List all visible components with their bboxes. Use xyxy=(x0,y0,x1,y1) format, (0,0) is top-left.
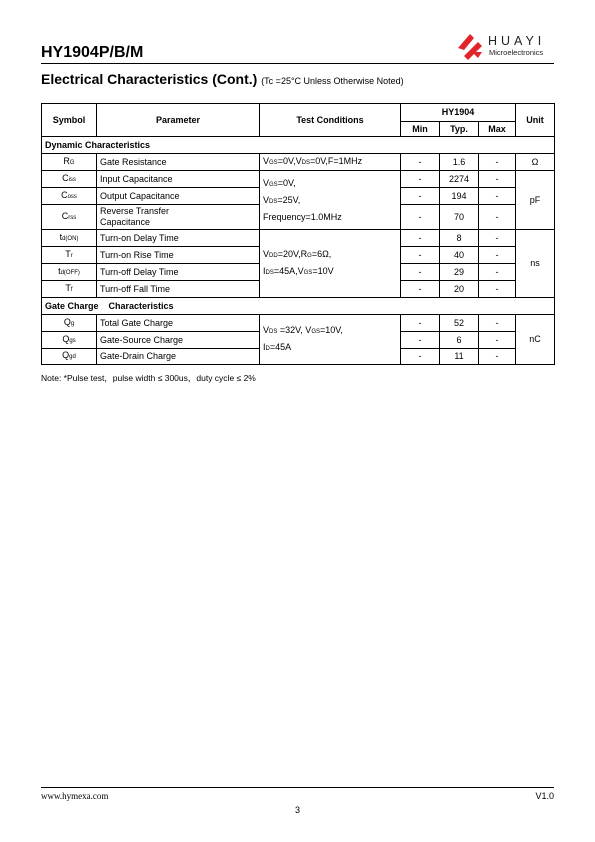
typ-cell: 8 xyxy=(440,230,479,247)
max-cell: - xyxy=(479,315,516,332)
symbol-cell: Qg xyxy=(42,315,97,332)
capacitance-condition-cell: VGS=0V, VDS=25V, Frequency=1.0MHz xyxy=(260,171,401,230)
parameter-cell: Input Capacitance xyxy=(97,171,260,188)
unit-cell: Ω xyxy=(516,154,555,171)
switching-unit-cell: ns xyxy=(516,230,555,298)
section-title-text: Electrical Characteristics (Cont.) xyxy=(41,71,258,87)
min-cell: - xyxy=(401,315,440,332)
header-test-conditions: Test Conditions xyxy=(260,104,401,137)
max-cell: - xyxy=(479,188,516,205)
typ-cell: 20 xyxy=(440,281,479,298)
header-device: HY1904 xyxy=(401,104,516,122)
page-number: 3 xyxy=(294,805,300,815)
parameter-cell: Turn-off Fall Time xyxy=(97,281,260,298)
min-cell: - xyxy=(401,205,440,230)
max-cell: - xyxy=(479,349,516,365)
symbol-cell: Qgd xyxy=(42,349,97,365)
table-row-tdon xyxy=(42,230,555,247)
parameter-cell: Gate-Drain Charge xyxy=(97,349,260,365)
min-cell: - xyxy=(401,230,440,247)
max-cell: - xyxy=(479,332,516,349)
min-cell: - xyxy=(401,281,440,298)
parameter-cell: Gate-Source Charge xyxy=(97,332,260,349)
condition-cell: VGS=0V,VDS=0V,F=1MHz xyxy=(260,154,401,171)
symbol-cell: td(ON) xyxy=(42,230,97,247)
huayi-logo xyxy=(456,32,556,62)
parameter-cell: Output Capacitance xyxy=(97,188,260,205)
header-typ: Typ. xyxy=(440,122,479,137)
section-title xyxy=(41,71,404,87)
footer-rule xyxy=(41,787,554,788)
header-unit: Unit xyxy=(516,104,555,137)
gate-charge-condition-cell: VDS =32V, VGS=10V, ID=45A xyxy=(260,315,401,365)
footer-version: V1.0 xyxy=(535,791,554,801)
symbol-cell: Tr xyxy=(42,247,97,264)
header-symbol: Symbol xyxy=(42,104,97,137)
section-label-dynamic: Dynamic Characteristics xyxy=(42,137,555,154)
table-row-rg xyxy=(42,154,555,171)
header-min: Min xyxy=(401,122,440,137)
section-condition: (Tc =25°C Unless Otherwise Noted) xyxy=(261,76,404,86)
header-rule xyxy=(41,63,554,64)
parameter-cell: Turn-on Delay Time xyxy=(97,230,260,247)
min-cell: - xyxy=(401,154,440,171)
table-row-qg xyxy=(42,315,555,332)
typ-cell: 2274 xyxy=(440,171,479,188)
logo-name: HUAYI xyxy=(488,34,546,48)
parameter-cell: Turn-on Rise Time xyxy=(97,247,260,264)
section-row-gate-charge xyxy=(42,298,555,315)
symbol-cell: Ciss xyxy=(42,171,97,188)
parameter-cell: Reverse Transfer Capacitance xyxy=(97,205,260,230)
footer-url: www.hymexa.com xyxy=(41,791,109,801)
max-cell: - xyxy=(479,171,516,188)
typ-cell: 1.6 xyxy=(440,154,479,171)
logo-subtitle: Microelectronics xyxy=(489,48,544,57)
max-cell: - xyxy=(479,154,516,171)
typ-cell: 40 xyxy=(440,247,479,264)
typ-cell: 11 xyxy=(440,349,479,365)
typ-cell: 6 xyxy=(440,332,479,349)
huayi-logo-icon xyxy=(456,32,486,62)
max-cell: - xyxy=(479,264,516,281)
symbol-cell: Qgs xyxy=(42,332,97,349)
header-max: Max xyxy=(479,122,516,137)
capacitance-unit-cell: pF xyxy=(516,171,555,230)
electrical-characteristics-table xyxy=(41,103,555,365)
max-cell: - xyxy=(479,281,516,298)
switching-condition-cell: VDD=20V,RG=6Ω, IDS=45A,VGS=10V xyxy=(260,230,401,298)
pulse-test-note: Note: *Pulse test，pulse width ≤ 300us，duty cycle ≤ 2% xyxy=(41,373,256,383)
min-cell: - xyxy=(401,171,440,188)
parameter-cell: Gate Resistance xyxy=(97,154,260,171)
typ-cell: 194 xyxy=(440,188,479,205)
min-cell: - xyxy=(401,349,440,365)
symbol-cell: td(OFF) xyxy=(42,264,97,281)
symbol-cell: Crss xyxy=(42,205,97,230)
symbol-cell: Tf xyxy=(42,281,97,298)
typ-cell: 70 xyxy=(440,205,479,230)
parameter-cell: Turn-off Delay Time xyxy=(97,264,260,281)
min-cell: - xyxy=(401,247,440,264)
min-cell: - xyxy=(401,188,440,205)
max-cell: - xyxy=(479,230,516,247)
part-number-title: HY1904P/B/M xyxy=(41,44,144,61)
symbol-cell: Coss xyxy=(42,188,97,205)
max-cell: - xyxy=(479,205,516,230)
symbol-cell: RG xyxy=(42,154,97,171)
min-cell: - xyxy=(401,332,440,349)
min-cell: - xyxy=(401,264,440,281)
typ-cell: 29 xyxy=(440,264,479,281)
section-row-dynamic xyxy=(42,137,555,154)
table-row-ciss xyxy=(42,171,555,188)
typ-cell: 52 xyxy=(440,315,479,332)
parameter-cell: Total Gate Charge xyxy=(97,315,260,332)
header-parameter: Parameter xyxy=(97,104,260,137)
max-cell: - xyxy=(479,247,516,264)
section-label-gate-charge: Gate Charge Characteristics xyxy=(42,298,555,315)
gate-charge-unit-cell: nC xyxy=(516,315,555,365)
